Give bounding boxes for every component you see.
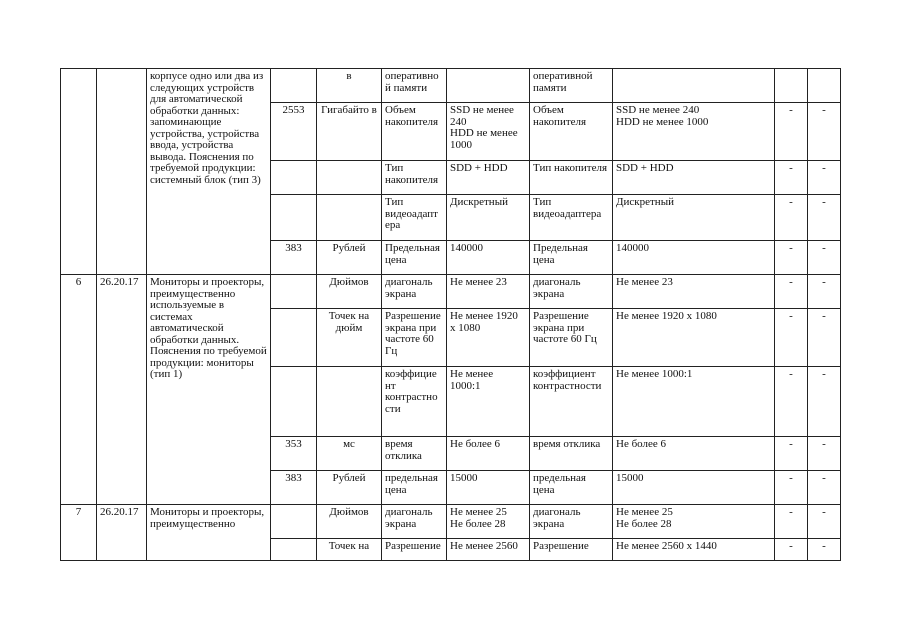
dash-cell: - — [808, 161, 841, 195]
characteristic-name: диагональ экрана — [382, 505, 447, 539]
dash-cell: - — [808, 241, 841, 275]
dash-cell — [808, 69, 841, 103]
characteristic-name-2: коэффициент контрастности — [530, 367, 613, 437]
okpd-code — [97, 69, 147, 275]
characteristic-value: Не менее 2560 — [447, 539, 530, 561]
characteristic-name: Разрешение — [382, 539, 447, 561]
dash-cell: - — [808, 103, 841, 161]
characteristic-value-2: 140000 — [613, 241, 775, 275]
spec-table — [60, 68, 841, 561]
dash-cell: - — [808, 367, 841, 437]
characteristic-value-2 — [613, 69, 775, 103]
dash-cell: - — [808, 275, 841, 309]
characteristic-value-2: Дискретный — [613, 195, 775, 241]
table-row — [61, 69, 841, 103]
characteristic-name: Разрешение экрана при частоте 60 Гц — [382, 309, 447, 367]
unit-code: 353 — [271, 437, 317, 471]
unit-name: Дюймов — [317, 275, 382, 309]
characteristic-value: Дискретный — [447, 195, 530, 241]
unit-code — [271, 505, 317, 539]
unit-name: Дюймов — [317, 505, 382, 539]
dash-cell: - — [775, 161, 808, 195]
characteristic-name-2: Тип видеоадаптера — [530, 195, 613, 241]
dash-cell: - — [775, 241, 808, 275]
characteristic-name: Предельная цена — [382, 241, 447, 275]
unit-code — [271, 309, 317, 367]
unit-name: в — [317, 69, 382, 103]
characteristic-value: 140000 — [447, 241, 530, 275]
unit-name — [317, 195, 382, 241]
characteristic-name: Тип накопителя — [382, 161, 447, 195]
characteristic-name: время отклика — [382, 437, 447, 471]
dash-cell: - — [808, 195, 841, 241]
unit-name: Рублей — [317, 241, 382, 275]
dash-cell: - — [775, 505, 808, 539]
characteristic-value: Не менее 23 — [447, 275, 530, 309]
dash-cell: - — [775, 275, 808, 309]
characteristic-value-2: Не менее 1000:1 — [613, 367, 775, 437]
unit-code — [271, 367, 317, 437]
dash-cell: - — [808, 471, 841, 505]
unit-code — [271, 69, 317, 103]
characteristic-name: диагональ экрана — [382, 275, 447, 309]
characteristic-name: Объем накопителя — [382, 103, 447, 161]
dash-cell: - — [775, 195, 808, 241]
characteristic-name-2: время отклика — [530, 437, 613, 471]
product-name: Мониторы и проекторы, преимущественно — [147, 505, 271, 561]
characteristic-value-2: SSD не менее 240 HDD не менее 1000 — [613, 103, 775, 161]
dash-cell — [775, 69, 808, 103]
characteristic-value: Не менее 1000:1 — [447, 367, 530, 437]
dash-cell: - — [808, 539, 841, 561]
characteristic-name-2: Разрешение экрана при частоте 60 Гц — [530, 309, 613, 367]
product-name: Мониторы и проекторы, преимущественно используемые в системах автоматической обработки данных. Пояснения по требуемой продукции: мониторы (тип 1) — [147, 275, 271, 505]
characteristic-value: Не менее 25 Не более 28 — [447, 505, 530, 539]
characteristic-value: Не более 6 — [447, 437, 530, 471]
dash-cell: - — [775, 471, 808, 505]
unit-code: 383 — [271, 241, 317, 275]
characteristic-name: предельная цена — [382, 471, 447, 505]
unit-code — [271, 275, 317, 309]
unit-name: Точек на — [317, 539, 382, 561]
characteristic-value-2: Не менее 2560 x 1440 — [613, 539, 775, 561]
unit-name — [317, 161, 382, 195]
dash-cell: - — [775, 367, 808, 437]
characteristic-name-2: диагональ экрана — [530, 505, 613, 539]
unit-name: Рублей — [317, 471, 382, 505]
okpd-code: 26.20.17 — [97, 505, 147, 561]
characteristic-value-2: SDD + HDD — [613, 161, 775, 195]
characteristic-name: коэффицие нт контрастно сти — [382, 367, 447, 437]
table-row — [61, 275, 841, 309]
characteristic-value: Не менее 1920 x 1080 — [447, 309, 530, 367]
product-name: корпусе одно или два из следующих устройств для автоматической обработки данных: запоминающие устройства, устройства ввода, устройства вывода. Пояснения по требуемой продукции: системный блок (тип 3) — [147, 69, 271, 275]
row-number — [61, 69, 97, 275]
characteristic-value-2: Не менее 23 — [613, 275, 775, 309]
unit-name: Гигабайто в — [317, 103, 382, 161]
unit-code — [271, 539, 317, 561]
characteristic-value-2: Не менее 25 Не более 28 — [613, 505, 775, 539]
dash-cell: - — [775, 103, 808, 161]
unit-code — [271, 195, 317, 241]
table-row — [61, 505, 841, 539]
characteristic-value-2: Не менее 1920 x 1080 — [613, 309, 775, 367]
unit-name — [317, 367, 382, 437]
row-number: 6 — [61, 275, 97, 505]
unit-code: 383 — [271, 471, 317, 505]
okpd-code: 26.20.17 — [97, 275, 147, 505]
characteristic-name-2: Разрешение — [530, 539, 613, 561]
characteristic-value-2: 15000 — [613, 471, 775, 505]
unit-code: 2553 — [271, 103, 317, 161]
unit-name: мс — [317, 437, 382, 471]
characteristic-value: SSD не менее 240 HDD не менее 1000 — [447, 103, 530, 161]
characteristic-name: Тип видеоадапт ера — [382, 195, 447, 241]
characteristic-value-2: Не более 6 — [613, 437, 775, 471]
characteristic-value — [447, 69, 530, 103]
characteristic-name-2: Предельная цена — [530, 241, 613, 275]
characteristic-value: 15000 — [447, 471, 530, 505]
dash-cell: - — [775, 309, 808, 367]
dash-cell: - — [775, 539, 808, 561]
dash-cell: - — [808, 505, 841, 539]
characteristic-value: SDD + HDD — [447, 161, 530, 195]
row-number: 7 — [61, 505, 97, 561]
characteristic-name-2: диагональ экрана — [530, 275, 613, 309]
characteristic-name-2: Тип накопителя — [530, 161, 613, 195]
characteristic-name: оперативно й памяти — [382, 69, 447, 103]
dash-cell: - — [808, 437, 841, 471]
characteristic-name-2: предельная цена — [530, 471, 613, 505]
unit-code — [271, 161, 317, 195]
dash-cell: - — [775, 437, 808, 471]
characteristic-name-2: оперативной памяти — [530, 69, 613, 103]
characteristic-name-2: Объем накопителя — [530, 103, 613, 161]
unit-name: Точек на дюйм — [317, 309, 382, 367]
dash-cell: - — [808, 309, 841, 367]
